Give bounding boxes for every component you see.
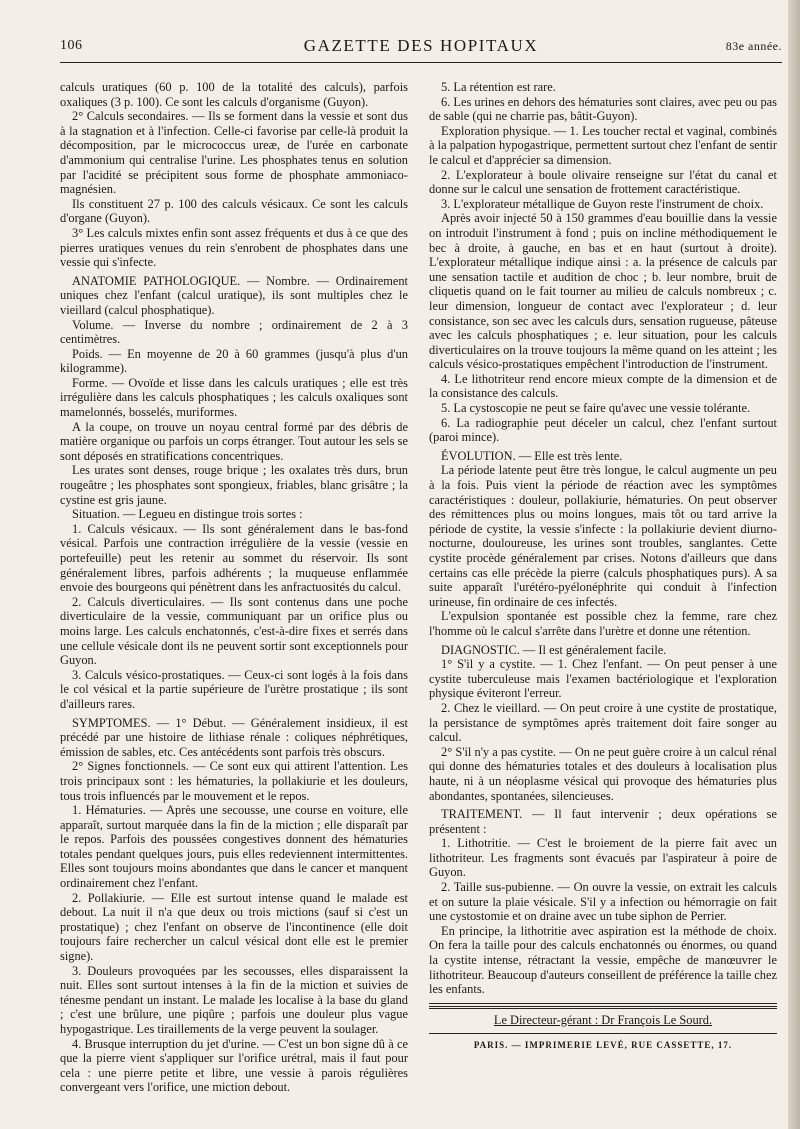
paragraph: 2° Calculs secondaires. — Ils se forment dans la vessie et sont dus à la stagnation et à l'infection. Celle-ci favorise par celle-là produit la décomposition, par le micrococcus ureæ, de l'urée en carbonate d'ammonium qui centralise l'urine. Les phosphates tenus en solution par l'acidité se précipitent sous forme de phosphate ammoniaco-magnésien.	[60, 109, 408, 197]
footer-rule	[429, 1003, 777, 1004]
paragraph: calculs uratiques (60 p. 100 de la totalité des calculs), parfois oxaliques (3 p. 100). Ce sont les calculs d'organisme (Guyon).	[60, 80, 408, 109]
paragraph: Volume. — Inverse du nombre ; ordinairement de 2 à 3 centimètres.	[60, 317, 408, 347]
paragraph: 2. Taille sus-pubienne. — On ouvre la vessie, on extrait les calculs et on suture la plaie vésicale. S'il y a infection ou hémorragie on fait une cystostomie et on draine avec un tube siphon de Perrier.	[429, 880, 777, 924]
paragraph: 6. Les urines en dehors des hématuries sont claires, avec peu ou pas de sable (qui ne charrie pas, bâtit-Guyon).	[429, 94, 777, 124]
page-number: 106	[60, 38, 83, 53]
paragraph: 1. Calculs vésicaux. — Ils sont généralement dans le bas-fond vésical. Parfois une contraction irrégulière de la vessie (vessie en portefeuille) peut les retenir au sommet du réservoir. Ils sont généralement libres, parfois adhérents ; la muqueuse enflammée envoie des bourgeons qui pénètrent dans les anfractuosités du calcul.	[60, 521, 408, 595]
paragraph: 2. Pollakiurie. — Elle est surtout intense quand le malade est debout. La nuit il n'a que deux ou trois mictions (sauf si c'est un prostatique) ; chez l'enfant on observe de l'incontinence (elle doit toujours faire rechercher un calcul vésical dont elle est le premier signe).	[60, 890, 408, 964]
paragraph: 2. L'explorateur à boule olivaire renseigne sur l'état du canal et donne sur le calcul une sensation de frottement caractéristique.	[429, 167, 777, 197]
gerant-line	[429, 1013, 777, 1028]
paragraph: 3° Les calculs mixtes enfin sont assez fréquents et dus à ce que des pierres uratiques venues du rein s'enrobent de phosphates dans une vessie qui s'infecte.	[60, 225, 408, 270]
gerant-text: Le Directeur-gérant : Dr François Le Sourd.	[493, 1012, 713, 1027]
paragraph: Ils constituent 27 p. 100 des calculs vésicaux. Ce sont les calculs d'organe (Guyon).	[60, 196, 408, 226]
paragraph: 5. La rétention est rare.	[441, 80, 556, 94]
footer-double-rule	[429, 1006, 777, 1009]
paragraph: Poids. — En moyenne de 20 à 60 grammes (jusqu'à plus d'un kilogramme).	[60, 346, 408, 376]
paragraph: Situation. — Legueu en distingue trois sortes :	[72, 507, 303, 522]
section-evolution: ÉVOLUTION. — Elle est très lente.	[441, 448, 623, 463]
paragraph: Forme. — Ovoïde et lisse dans les calculs uratiques ; elle est très irrégulière dans les calculs phosphatiques ; les calculs oxaliques sont mamelonnés, bosselés, muriformes.	[60, 375, 408, 420]
section-symptomes: SYMPTOMES. — 1° Début. — Généralement insidieux, il est précédé par une histoire de lithiase rénale : coliques néphrétiques, émission de sables, etc. Ces antécédents sont parfois très obscurs.	[60, 715, 408, 759]
paragraph: En principe, la lithotritie avec aspiration est la méthode de choix. On fera la taille pour des calculs enchatonnés ou énormes, ou quand la cystite intense, rétractant la vessie, empêche de manœuvrer le lithotriteur. Beaucoup d'auteurs conseillent de préférence la taille chez les enfants.	[429, 923, 777, 997]
paragraph: 2° S'il n'y a pas cystite. — On ne peut guère croire à un calcul rénal qui donne des hématuries totales et des douleurs à localisation plus haute, ni à un néoplasme vésical qui provoque des hématuries plus abondantes, spontanées, silencieuses.	[429, 744, 777, 803]
paragraph: 5. La cystoscopie ne peut se faire qu'avec une vessie tolérante.	[441, 401, 751, 416]
paragraph: 4. Brusque interruption du jet d'urine. — C'est un bon signe dû à ce que la pierre vient s'appliquer sur l'orifice urétral, mais il faut pour cela : une pierre petite et libre, une vessie à parois régulières convergeant vers l'orifice, une miction debout.	[60, 1036, 408, 1095]
paragraph: 3. L'explorateur métallique de Guyon reste l'instrument de choix.	[441, 196, 764, 211]
paragraph: A la coupe, on trouve un noyau central formé par des débris de matière organique ou parfois un corps étranger. Tout autour les sels se sont déposés en stratifications concentriques.	[60, 419, 408, 463]
page-edge	[788, 0, 800, 1129]
paragraph: 2. Chez le vieillard. — On peut croire à une cystite de prostatique, la persistance de symptômes après traitement doit faire songer au calcul.	[429, 700, 777, 745]
paragraph: 1. Lithotritie. — C'est le broiement de la pierre fait avec un lithotriteur. Les fragments sont évacués par l'aspirateur à poire de Guyon.	[429, 836, 777, 880]
left-column	[60, 80, 408, 1095]
paragraph: 4. Le lithotriteur rend encore mieux compte de la dimension et de la consistance des calculs.	[429, 371, 777, 401]
journal-title: GAZETTE DES HOPITAUX	[303, 36, 539, 55]
running-header	[60, 36, 782, 58]
paragraph: Exploration physique. — 1. Les toucher rectal et vaginal, combinés à la palpation hypogastrique, permettent surtout chez l'enfant de sentir le calcul et d'apprécier sa dimension.	[429, 123, 777, 167]
paragraph: L'expulsion spontanée est possible chez la femme, rare chez l'homme où le calcul s'arrête dans l'urètre et donne une rétention.	[429, 609, 777, 638]
paragraph: Les urates sont denses, rouge brique ; les oxalates très durs, brun rougeâtre ; les phosphates sont spongieux, friables, blanc grisâtre ; la cystine est gris jaune.	[60, 463, 408, 507]
section-anatomie: ANATOMIE PATHOLOGIQUE. — Nombre. — Ordinairement uniques chez l'enfant (calcul uratique), ils sont multiples chez le vieillard (calcul phosphatique).	[60, 273, 408, 317]
right-column	[429, 80, 777, 1053]
paragraph: 6. La radiographie peut déceler un calcul, chez l'enfant surtout (paroi mince).	[429, 415, 777, 445]
paragraph: 2. Calculs diverticulaires. — Ils sont contenus dans une poche diverticulaire de la vessie, communiquant par un orifice plus ou moins large. Les calculs enchatonnés, c'est-à-dire fixes et serrés dans une cellule vésicale dont ils ne peuvent sortir sont exceptionnels pour Guyon.	[60, 594, 408, 668]
printer-imprint: PARIS. — IMPRIMERIE LEVÉ, RUE CASSETTE, 17.	[473, 1040, 733, 1051]
printer-rule	[429, 1033, 777, 1034]
paragraph: 3. Calculs vésico-prostatiques. — Ceux-ci sont logés à la fois dans le col vésical et la partie supérieure de l'urètre prostatique ; ils sont d'ailleurs rares.	[60, 667, 408, 711]
paragraph: 1° S'il y a cystite. — 1. Chez l'enfant. — On peut penser à une cystite tuberculeuse mais l'examen bactériologique et l'exploration physique éviteront l'erreur.	[429, 657, 777, 701]
section-diagnostic: DIAGNOSTIC. — Il est généralement facile.	[441, 642, 667, 657]
paragraph: 2° Signes fonctionnels. — Ce sont eux qui attirent l'attention. Les trois principaux sont : les hématuries, la pollakiurie et les douleurs, tous trois influencés par le mouvement et le repos.	[60, 759, 408, 803]
paragraph: Après avoir injecté 50 à 150 grammes d'eau bouillie dans la vessie on introduit l'instrument à fond ; puis on incline méthodiquement le bec à droite, à gauche, en bas et en haut (surtout à droite). L'explorateur métallique indique ainsi : a. la présence de calculs par une sensation tactile et audition de choc ; b. leur nombre, bruit de cliquetis quand on le fait tourner au milieu de calculs nombreux ; c. leur dimension, longueur de contact avec l'explorateur ; d. leur consistance, son sec avec les calculs durs, sensation rugueuse, pâteuse avec les calculs phosphatiques ; e. leur situation, pour les calculs diverticulaires on la trouve toujours la même quand on les atteint ; les calculs vésico-prostatiques empêchent l'introduction de l'instrument.	[429, 211, 777, 372]
section-traitement: TRAITEMENT. — Il faut intervenir ; deux opérations se présentent :	[429, 807, 777, 836]
paragraph: La période latente peut être très longue, le calcul augmente un peu à la fois. Puis vient la période de réaction avec les symptômes caractéristiques : douleur, pollakiurie, hématuries. On peut observer des rémittences plus ou moins longues, mais tôt ou tard arrive la période de cystite, la vessie s'infecte : la pollakiurie devient diurno-nocturne, douloureuse, les urines sont troubles, sanglantes. Cette cystite procède généralement par crises. Notons d'ailleurs que dans certains cas elle précède la pierre (calculs phosphatiques purs). A sa suite apparaît l'urétéro-pyélonéphrite qui conduit à l'infection urineuse, fin ordinaire de ces infectés.	[429, 463, 777, 609]
paragraph: 3. Douleurs provoquées par les secousses, elles disparaissent la nuit. Elles sont surtout intenses à la fin de la miction et suivies de ténesme pendant un instant. Le malade les localise à la base du gland ; c'est une brûlure, une piqûre ; parfois une douleur plus vague hypogastrique. Les tiraillements de la verge peuvent la soulager.	[60, 963, 408, 1036]
header-rule	[60, 62, 782, 63]
year-label: 83e année.	[725, 39, 782, 53]
paragraph: 1. Hématuries. — Après une secousse, une course en voiture, elle apparaît, surtout marquée dans la fin de la miction ; elle disparaît par le repos. Parfois des poussées congestives donnent des hématuries totales pendant quelques jours, puis elles redeviennent intermittentes. Elles sont toujours moins abondantes que dans le cancer et manquent ordinairement chez l'enfant.	[60, 803, 408, 891]
